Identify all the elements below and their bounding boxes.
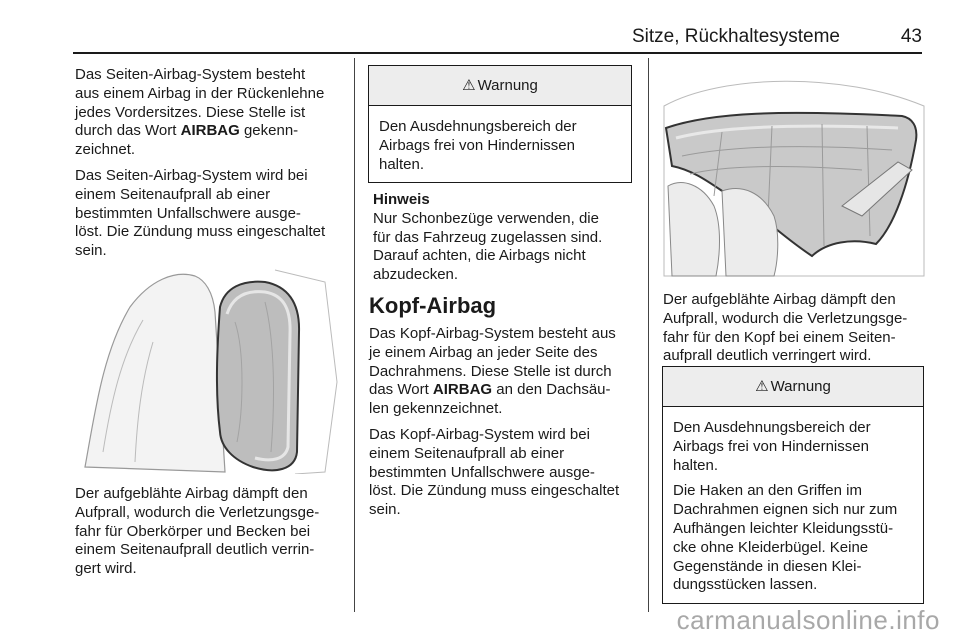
head-airbag-illustration — [662, 66, 926, 278]
section-heading-kopf-airbag: Kopf-Airbag — [369, 292, 497, 318]
hint-title: Hinweis — [373, 191, 430, 208]
warning-header: ⚠ Warnung — [663, 367, 923, 407]
header-rule — [73, 52, 922, 54]
warning-box-1 — [368, 65, 632, 183]
hint-note: Hinweis Nur Schonbezüge verwenden, die für das Fahrzeug zugelassen sind. Darauf achten, die Airbags nicht abzudecken. — [373, 191, 603, 284]
side-airbag-paragraph-2: Das Seiten-Airbag-System wird bei einem Seitenaufprall ab einer bestimmten Unfallschwere ausge- löst. Die Zündung muss eingeschaltet sein. — [75, 166, 326, 260]
column-2-text — [369, 191, 641, 527]
column-divider-2 — [648, 58, 649, 612]
head-airbag-paragraph-1: Das Kopf-Airbag-System besteht aus je einem Airbag an jeder Seite des Dachrahmens. Diese Stelle ist durch das Wort AIRBAG an den Dachsäu- len gekennzeichnet. — [369, 324, 616, 418]
side-airbag-paragraph-1: Das Seiten-Airbag-System besteht aus einem Airbag in der Rückenlehne jedes Vordersitzes. Diese Stelle ist durch das Wort AIRBAG gekenn- zeichnet. — [75, 66, 325, 159]
column-divider-1 — [354, 58, 355, 612]
warning-box-2 — [662, 366, 924, 604]
airbag-keyword: AIRBAG — [180, 122, 240, 140]
head-airbag-paragraph-2: Das Kopf-Airbag-System wird bei einem Seitenaufprall ab einer bestimmten Unfallschwere ausge- löst. Die Zündung muss eingeschaltet sein. — [369, 425, 620, 519]
airbag-keyword: AIRBAG — [432, 381, 493, 399]
side-airbag-illustration — [75, 262, 341, 474]
side-airbag-caption: Der aufgeblähte Airbag dämpft den Aufprall, wodurch die Verletzungsge- fahr für Oberkörper und Becken bei einem Seitenaufprall deutlich verrin- gert wird. — [75, 485, 320, 578]
warning-header: ⚠ Warnung — [369, 66, 631, 106]
warning-body: Den Ausdehnungsbereich der Airbags frei von Hindernissen halten. — [379, 118, 577, 173]
page-number: 43 — [900, 26, 922, 47]
page-header-title: Sitze, Rückhaltesysteme — [631, 26, 840, 47]
column-1 — [75, 66, 347, 268]
warning-body: Den Ausdehnungsbereich der Airbags frei von Hindernissen halten. Die Haken an den Griffen im Dachrahmen eignen sich nur zum Aufhängen leichter Kleidungsstü- cke ohne Kleiderbügel. Keine Gegenstände in diesen Klei- dungsstücken lassen. — [673, 419, 898, 594]
watermark: carmanualsonline.info — [676, 605, 940, 635]
warning-triangle-icon: ⚠ — [755, 378, 769, 395]
head-airbag-caption: Der aufgeblähte Airbag dämpft den Aufprall, wodurch die Verletzungsge- fahr für den Kopf bei einem Seiten- aufprall deutlich verringert wird. — [663, 291, 908, 365]
warning-triangle-icon: ⚠ — [462, 77, 476, 94]
